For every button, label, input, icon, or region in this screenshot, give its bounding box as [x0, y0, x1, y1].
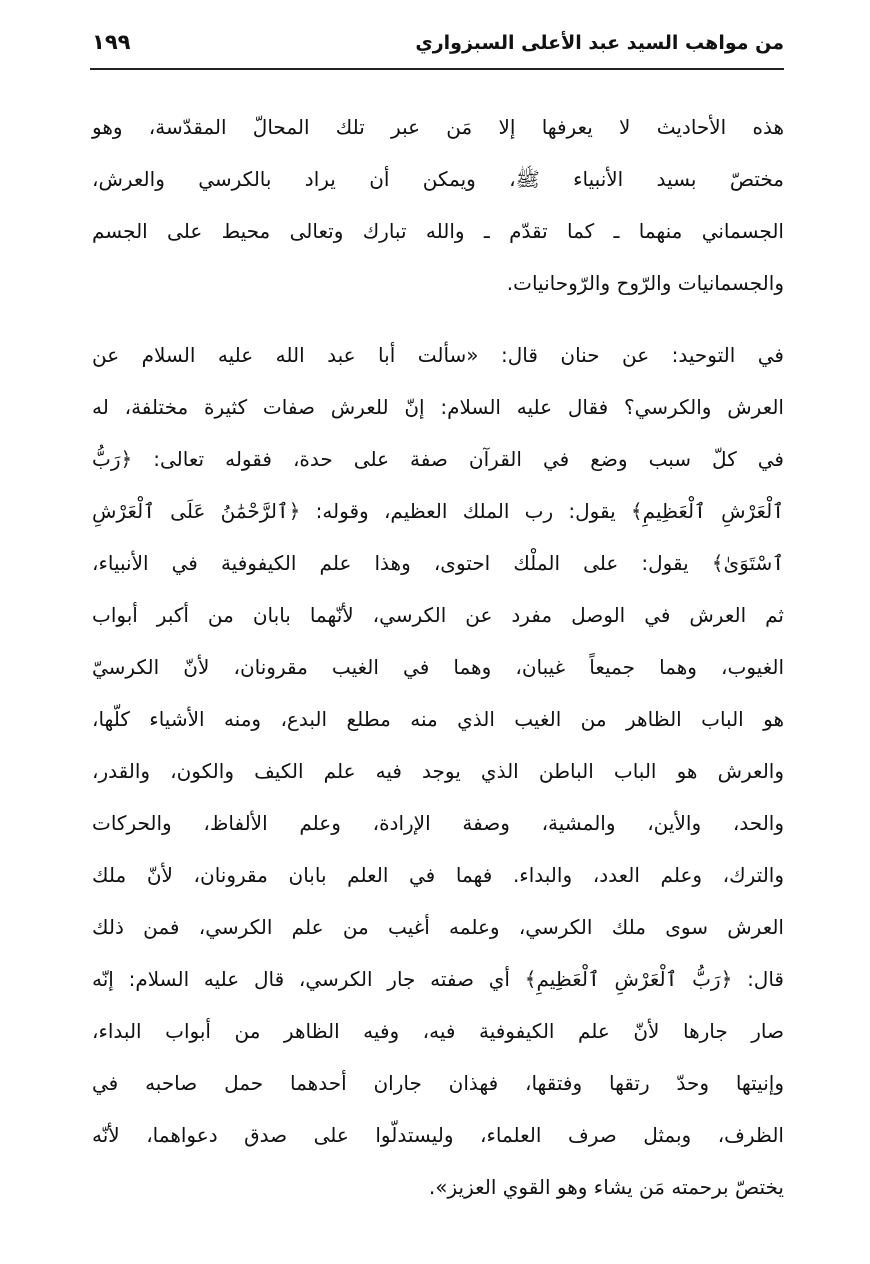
text-line: والترك، وعلم العدد، والبداء. فهما في العلم بابان مقرونان، لأنّ ملك	[92, 863, 784, 887]
text-line: والحد، والأين، والمشية، وصفة الإرادة، وعلم الألفاظ، والحركات	[92, 811, 784, 835]
text-line: صار جارها لأنّ علم الكيفوفية فيه، وفيه الظاهر من أبواب البداء،	[92, 1019, 784, 1043]
text-line: ثم العرش في الوصل مفرد عن الكرسي، لأنّهما بابان من أكبر أبواب	[92, 603, 784, 627]
text-line: العرش سوى ملك الكرسي، وعلمه أغيب من علم الكرسي، فمن ذلك	[92, 915, 784, 939]
text-line: في كلّ سبب وضع في القرآن صفة على حدة، فقوله تعالى: ﴿رَبُّ	[92, 447, 784, 471]
header-rule	[90, 68, 784, 70]
text-line: ٱسْتَوَىٰ﴾ يقول: على الملْك احتوى، وهذا علم الكيفوفية في الأنبياء،	[92, 551, 784, 575]
paragraph-1	[92, 101, 784, 309]
text-line: الجسماني منهما ـ كما تقدّم ـ والله تبارك وتعالى محيط على الجسم	[92, 219, 784, 243]
text-line: وإنيتها وحدّ رتقها وفتقها، فهذان جاران أحدهما حمل صاحبه في	[92, 1071, 784, 1095]
text-line: العرش والكرسي؟ فقال عليه السلام: إنّ للعرش صفات كثيرة مختلفة، له	[92, 395, 784, 419]
text-line: قال: ﴿رَبُّ ٱلْعَرْشِ ٱلْعَظِيمِ﴾ أي صفته جار الكرسي، قال عليه السلام: إنّه	[92, 967, 784, 991]
paragraph-2	[92, 329, 784, 1213]
text-line: هو الباب الظاهر من الغيب الذي منه مطلع البدع، ومنه الأشياء كلّها،	[92, 707, 784, 731]
running-title: من مواهب السيد عبد الأعلى السبزواري	[415, 32, 784, 54]
page-number: ١٩٩	[92, 30, 131, 54]
text-line: الغيوب، وهما جميعاً غيبان، وهما في الغيب مقرونان، لأنّ الكرسيّ	[92, 655, 784, 679]
page-header	[90, 28, 784, 62]
text-line: الظرف، وبمثل صرف العلماء، وليستدلّوا على صدق دعواهما، لأنّه	[92, 1123, 784, 1147]
text-line: والجسمانيات والرّوح والرّوحانيات.	[506, 271, 784, 295]
text-line: مختصّ بسيد الأنبياء ﷺ، ويمكن أن يراد بالكرسي والعرش،	[92, 167, 784, 191]
text-line: يختصّ برحمته مَن يشاء وهو القوي العزيز».	[428, 1175, 784, 1199]
text-line: هذه الأحاديث لا يعرفها إلا مَن عبر تلك المحالّ المقدّسة، وهو	[92, 115, 784, 139]
text-line: في التوحيد: عن حنان قال: «سألت أبا عبد الله عليه السلام عن	[92, 343, 784, 367]
text-line: والعرش هو الباب الباطن الذي يوجد فيه علم الكيف والكون، والقدر،	[92, 759, 784, 783]
text-line: ٱلْعَرْشِ ٱلْعَظِيمِ﴾ يقول: رب الملك العظيم، وقوله: ﴿ٱلرَّحْمَٰنُ عَلَى ٱلْعَرْشِ	[92, 499, 784, 523]
